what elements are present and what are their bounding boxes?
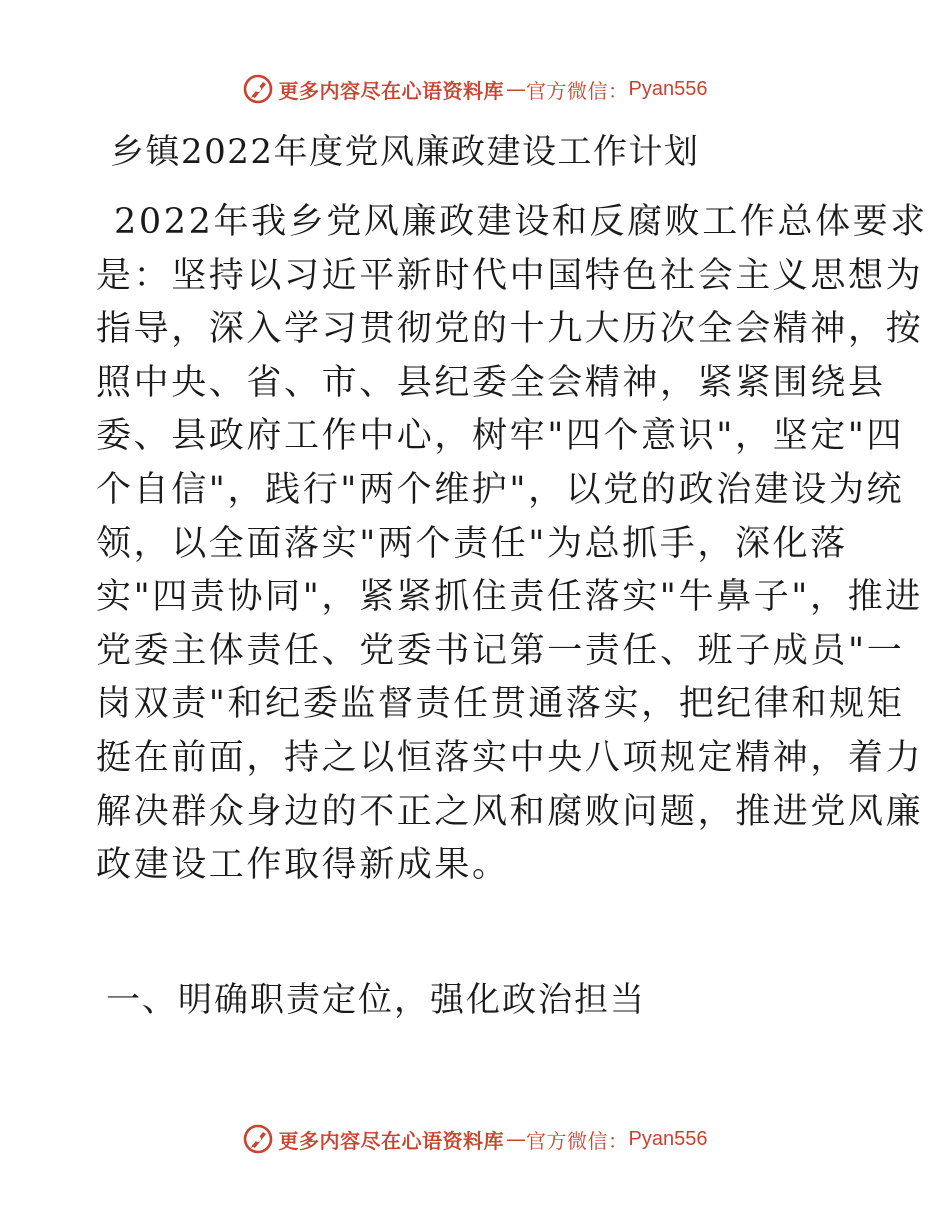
quill-pen-circle-icon: [243, 74, 273, 104]
quill-pen-circle-icon: [243, 1124, 273, 1154]
watermark-main-text: 更多内容尽在心语资料库: [278, 78, 505, 103]
paragraph-line: 指导，深入学习贯彻党的十九大历次全会精神，按: [96, 309, 924, 350]
paragraph-line: 党委主体责任、党委书记第一责任、班子成员"一: [96, 630, 905, 671]
body-paragraph: [96, 196, 928, 893]
paragraph-line: 是：坚持以习近平新时代中国特色社会主义思想为: [96, 255, 924, 296]
paragraph-line: 政建设工作取得新成果。: [96, 845, 510, 886]
document-title: 乡镇2022年度党风廉政建设工作计划: [110, 132, 700, 172]
paragraph-line: 实"四责协同"，紧紧抓住责任落实"牛鼻子"，推进: [96, 577, 923, 618]
paragraph-line: 解决群众身边的不正之风和腐败问题，推进党风廉: [96, 791, 924, 832]
footer-watermark: [0, 1124, 950, 1154]
watermark-contact-label: 官方微信：: [526, 1128, 629, 1153]
watermark-contact-id: Pyan556: [628, 1127, 708, 1150]
paragraph-line: 领，以全面落实"两个责任"为总抓手，深化落: [96, 523, 848, 564]
paragraph-line: 个自信"，践行"两个维护"，以党的政治建设为统: [96, 469, 905, 510]
watermark-contact-label: 官方微信：: [526, 78, 629, 103]
paragraph-line: 挺在前面，持之以恒落实中央八项规定精神，着力: [96, 737, 924, 778]
paragraph-line: 委、县政府工作中心，树牢"四个意识"，坚定"四: [96, 416, 905, 457]
paragraph-line: 岗双责"和纪委监督责任贯通落实，把纪律和规矩: [96, 684, 905, 725]
watermark-main-text: 更多内容尽在心语资料库: [278, 1128, 505, 1153]
section-heading: 一、明确职责定位，强化政治担当: [106, 980, 646, 1020]
watermark-contact-id: Pyan556: [628, 77, 708, 100]
paragraph-line: 2022年我乡党风廉政建设和反腐败工作总体要求: [114, 202, 928, 242]
watermark-separator: —: [506, 77, 525, 101]
header-watermark: [0, 74, 950, 104]
watermark-separator: —: [506, 1127, 525, 1151]
paragraph-line: 照中央、省、市、县纪委全会精神，紧紧围绕县: [96, 362, 886, 403]
